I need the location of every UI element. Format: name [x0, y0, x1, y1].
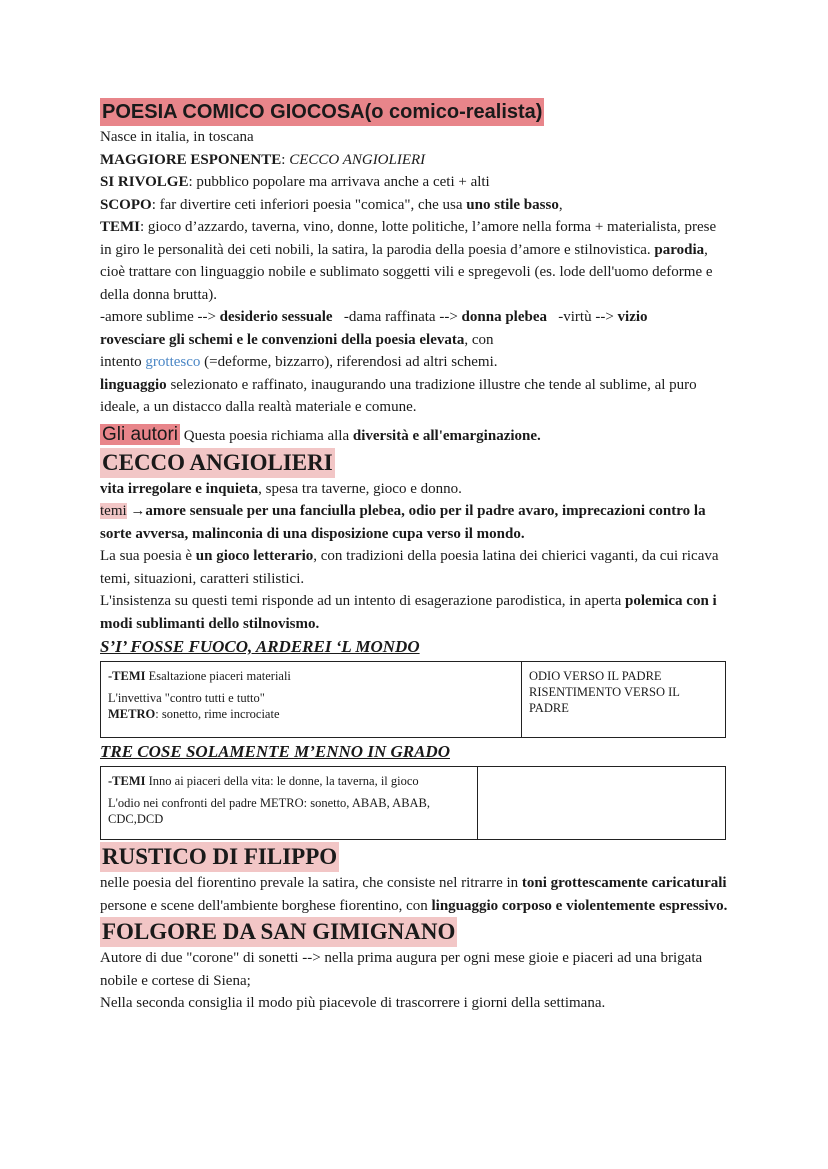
folgore-line1: Autore di due "corone" di sonetti --> nella prima augura per ogni mese gioie e piaceri ad una brigata nobile e cortese di Siena;: [100, 950, 703, 989]
cecco-heading: CECCO ANGIOLIERI: [100, 448, 730, 478]
poem2-right-cell: [478, 767, 726, 840]
rivolge-line: SI RIVOLGE: pubblico popolare ma arrivava anche a ceti + alti: [100, 174, 490, 190]
poem2-left-cell: -TEMI Inno ai piaceri della vita: le donne, la taverna, il gioco L'odio nei confronti del padre METRO: sonetto, ABAB, ABAB, CDC,DCD: [101, 767, 478, 840]
document-page: [100, 98, 730, 1015]
intro-section: [100, 126, 730, 419]
contrast-line: -amore sublime --> desiderio sessuale -dama raffinata --> donna plebea -virtù --> vizio: [100, 309, 648, 325]
autori-line: Gli autori Questa poesia richiama alla diversità e all'emarginazione.: [102, 423, 541, 445]
rustico-heading: RUSTICO DI FILIPPO: [100, 842, 730, 872]
cecco-temi-label: temi: [100, 503, 127, 519]
folgore-heading: FOLGORE DA SAN GIMIGNANO: [100, 917, 730, 947]
folgore-line2: Nella seconda consiglia il modo più piacevole di trascorrere i giorni della settimana.: [100, 995, 606, 1011]
gioco-paragraph: La sua poesia è un gioco letterario, con tradizioni della poesia latina dei chierici vaganti, da cui ricava temi, situazioni, caratteri stilistici.: [100, 548, 719, 587]
poem1-table: [100, 661, 726, 738]
rustico-paragraph: nelle poesia del fiorentino prevale la satira, che consiste nel ritrarre in toni grottescamente caricaturali persone e scene dell'ambiente borghese fiorentino, con linguaggio corposo e violentemente espressivo.: [100, 875, 728, 914]
temi-paragraph: TEMI: gioco d’azzardo, taverna, vino, donne, lotte politiche, l’amore nella forma + materialista, prese in giro le personalità dei ceti nobili, la satira, la parodia della poesia d’amore e stilnovistica. parodia, cioè trattare con linguaggio nobile e sublimato soggetti vili e spregevoli (es. lode dell'uomo deforme e della donna brutta).: [100, 219, 717, 303]
origin-line: Nasce in italia, in toscana: [100, 129, 254, 145]
cecco-section: [100, 478, 730, 636]
autori-heading: Gli autori: [102, 423, 179, 445]
main-title: [100, 98, 730, 126]
rovesciare-line: rovesciare gli schemi e le convenzioni della poesia elevata, con: [100, 331, 494, 348]
folgore-section: [100, 947, 730, 1015]
poem1-title: S’I’ FOSSE FUOCO, ARDEREI ‘L MONDO: [100, 637, 420, 656]
main-title-text: POESIA COMICO GIOCOSA(o comico-realista): [100, 98, 544, 126]
poem2-table: [100, 766, 726, 840]
esponente-line: MAGGIORE ESPONENTE: CECCO ANGIOLIERI: [100, 151, 426, 168]
cecco-temi-paragraph: temi →amore sensuale per una fanciulla plebea, odio per il padre avaro, imprecazioni contro la sorte avversa, malinconia di una disposizione cupa verso il mondo.: [100, 503, 706, 542]
grottesco-link[interactable]: grottesco: [145, 354, 201, 370]
intento-line: intento grottesco (=deforme, bizzarro), riferendosi ad altri schemi.: [100, 354, 498, 370]
scopo-line: SCOPO: far divertire ceti inferiori poesia "comica", che usa uno stile basso,: [100, 196, 563, 213]
poem1-right-cell: ODIO VERSO IL PADRE RISENTIMENTO VERSO IL PADRE: [522, 662, 726, 738]
poem2-title: TRE COSE SOLAMENTE M’ENNO IN GRADO: [100, 742, 450, 761]
vita-line: vita irregolare e inquieta, spesa tra taverne, gioco e donno.: [100, 480, 462, 497]
insistenza-paragraph: L'insistenza su questi temi risponde ad un intento di esagerazione parodistica, in aperta polemica con i modi sublimanti dello stilnovismo.: [100, 593, 717, 632]
linguaggio-paragraph: linguaggio selezionato e raffinato, inaugurando una tradizione illustre che tende al sublime, al puro ideale, a un distacco dalla realtà materiale e comune.: [100, 376, 697, 415]
poem1-left-cell: -TEMI Esaltazione piaceri materiali L'invettiva "contro tutti e tutto" METRO: sonetto, rime incrociate: [101, 662, 522, 738]
